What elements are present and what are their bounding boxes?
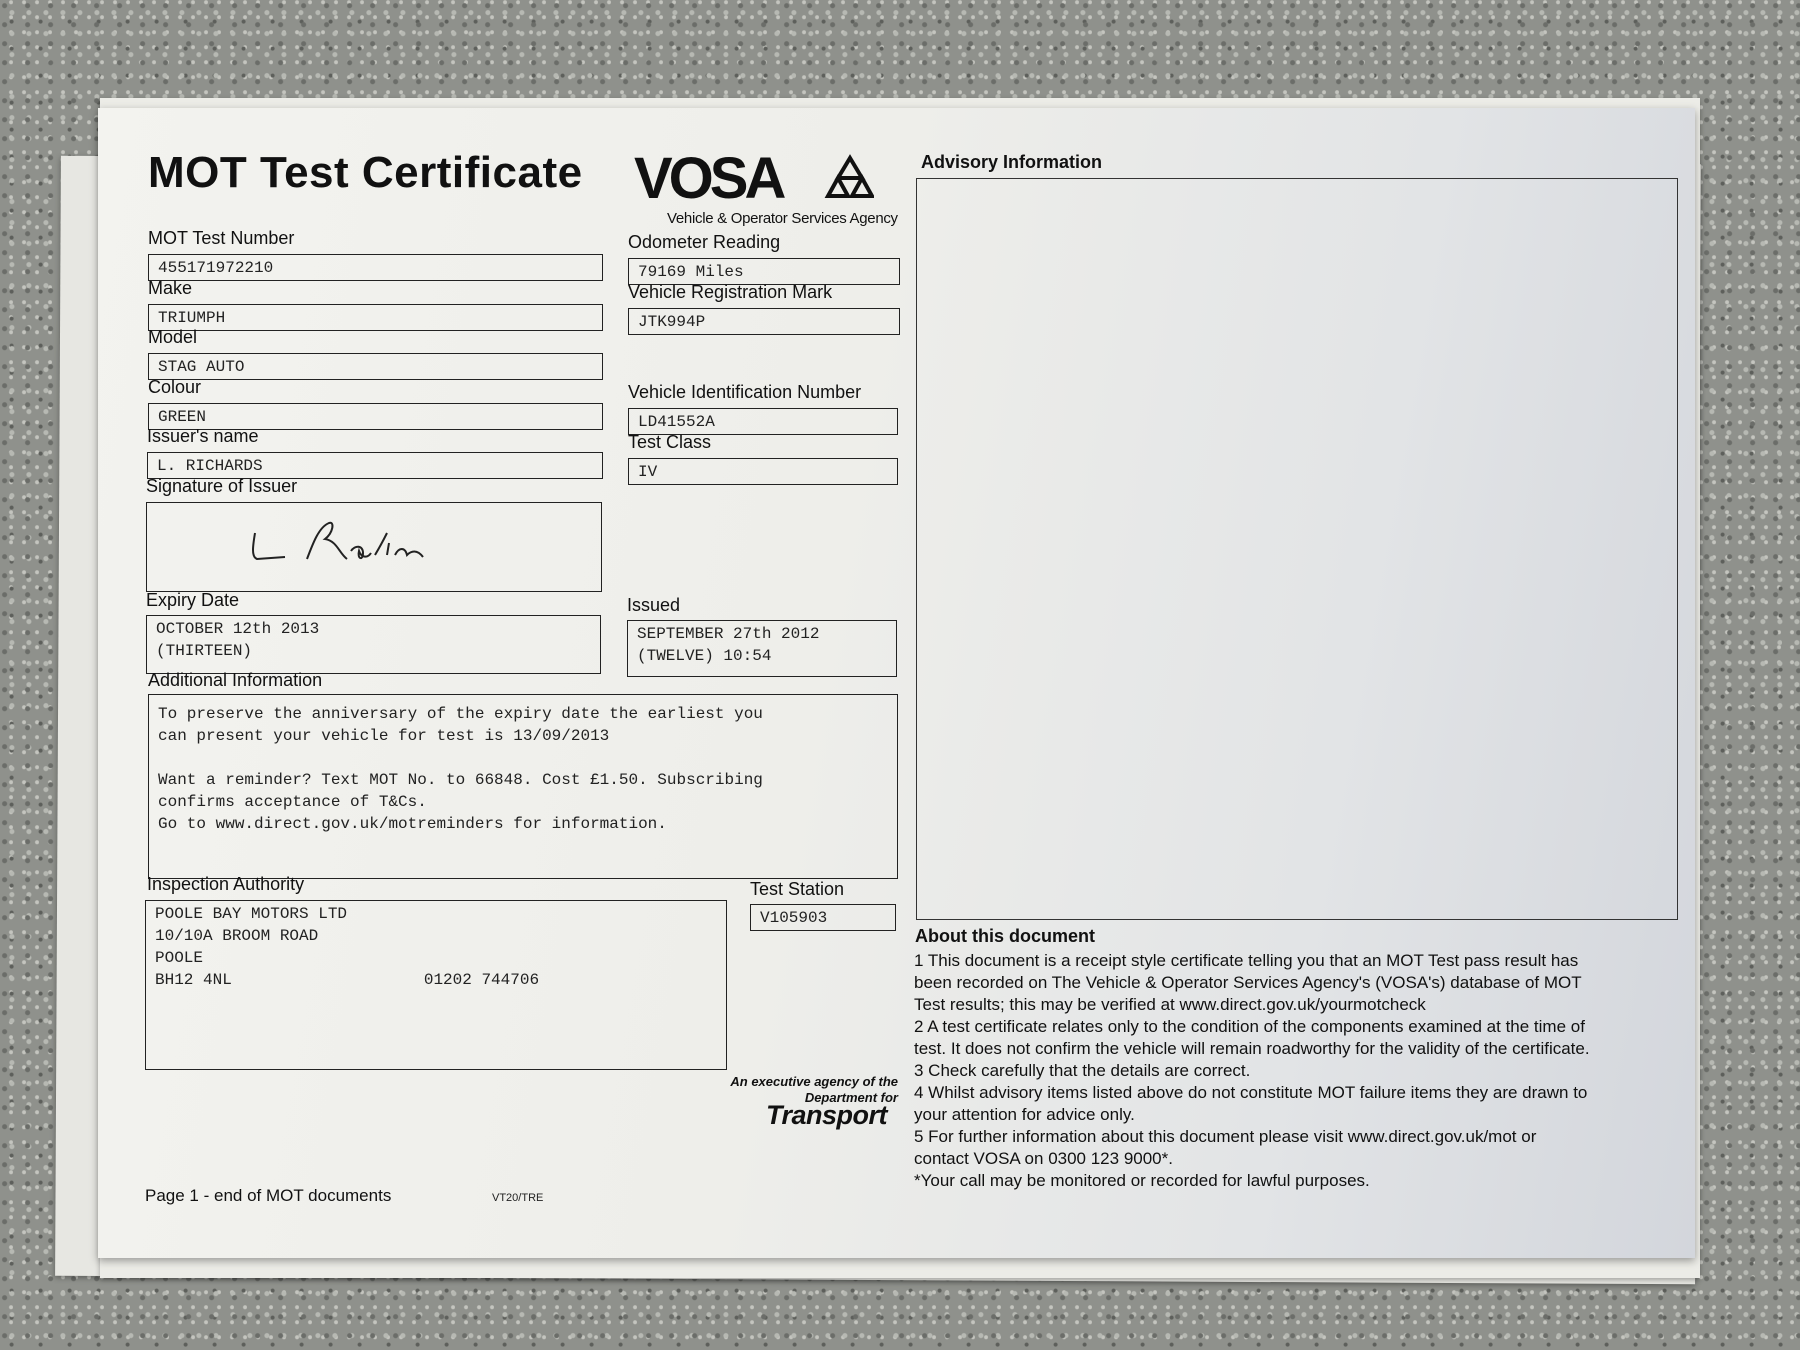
signature-label: Signature of Issuer: [146, 476, 298, 496]
dft-line-1: An executive agency of the: [730, 1074, 898, 1089]
about-line: 1 This document is a receipt style certificate telling you that an MOT Test pass result has: [914, 951, 1579, 970]
about-line: 4 Whilst advisory items listed above do not constitute MOT failure items they are drawn to: [914, 1083, 1588, 1102]
signature-image: [247, 515, 447, 575]
certificate-page: [98, 108, 1695, 1258]
about-line: 2 A test certificate relates only to the condition of the components examined at the time of: [914, 1017, 1585, 1036]
document-title: MOT Test Certificate: [148, 148, 583, 197]
dft-line-2: Department for: [804, 1090, 898, 1105]
model-label: Model: [148, 327, 198, 347]
model-field: STAG AUTO: [148, 353, 603, 380]
mot-test-number-label: MOT Test Number: [148, 228, 295, 248]
about-title: About this document: [915, 926, 1095, 946]
issued-field: SEPTEMBER 27th 2012 (TWELVE) 10:54: [627, 620, 897, 677]
about-line: test. It does not confirm the vehicle will remain roadworthy for the validity of the certificate.: [914, 1039, 1590, 1058]
form-code: VT20/TRE: [492, 1192, 544, 1204]
test-station-field: V105903: [750, 904, 896, 931]
issued-label: Issued: [627, 595, 681, 615]
dft-transport-logo: Transport: [766, 1100, 888, 1130]
registration-field: JTK994P: [628, 308, 900, 335]
about-line: been recorded on The Vehicle & Operator Services Agency's (VOSA's) database of MOT: [914, 973, 1582, 992]
additional-info-field: To preserve the anniversary of the expiry date the earliest you can present your vehicle for test is 13/09/2013 Want a reminder? Text MOT No. to 66848. Cost £1.50. Subscribing confirms acceptance of T&Cs. Go to www.direct.gov.uk/motreminders for information.: [148, 694, 898, 879]
triangle-logo-icon: [828, 158, 872, 196]
odometer-label: Odometer Reading: [628, 232, 781, 252]
test-class-field: IV: [628, 458, 898, 485]
inspection-authority-label: Inspection Authority: [147, 874, 305, 894]
vosa-logo: [634, 150, 874, 206]
make-field: TRIUMPH: [148, 304, 603, 331]
test-station-label: Test Station: [750, 879, 845, 899]
inspection-authority-field: POOLE BAY MOTORS LTD 10/10A BROOM ROAD POOLE BH12 4NL 01202 744706: [145, 900, 727, 1070]
about-line: 3 Check carefully that the details are correct.: [914, 1061, 1251, 1080]
expiry-date-field: OCTOBER 12th 2013 (THIRTEEN): [146, 615, 601, 674]
page-footer: Page 1 - end of MOT documents: [145, 1186, 392, 1205]
vin-label: Vehicle Identification Number: [628, 382, 862, 402]
odometer-field: 79169 Miles: [628, 258, 900, 285]
additional-info-label: Additional Information: [148, 670, 323, 690]
advisory-box: [916, 178, 1678, 920]
about-line: 5 For further information about this document please visit www.direct.gov.uk/mot or: [914, 1127, 1537, 1146]
issuer-name-field: L. RICHARDS: [147, 452, 603, 479]
vosa-logo-text: VOSA: [634, 150, 783, 206]
agency-name: Vehicle & Operator Services Agency: [667, 210, 898, 227]
colour-field: GREEN: [148, 403, 603, 430]
colour-label: Colour: [148, 377, 202, 397]
make-label: Make: [148, 278, 193, 298]
advisory-label: Advisory Information: [921, 152, 1103, 172]
about-line: contact VOSA on 0300 123 9000*.: [914, 1149, 1173, 1168]
test-class-label: Test Class: [628, 432, 712, 452]
vin-field: LD41552A: [628, 408, 898, 435]
registration-label: Vehicle Registration Mark: [628, 282, 833, 302]
about-text: [914, 950, 1590, 1192]
mot-test-number-field: 455171972210: [148, 254, 603, 281]
expiry-date-label: Expiry Date: [146, 590, 240, 610]
about-line: Test results; this may be verified at www.direct.gov.uk/yourmotcheck: [914, 995, 1426, 1014]
issuer-name-label: Issuer's name: [147, 426, 259, 446]
about-line: your attention for advice only.: [914, 1105, 1135, 1124]
about-line: *Your call may be monitored or recorded for lawful purposes.: [914, 1171, 1370, 1190]
signature-box: [146, 502, 602, 592]
